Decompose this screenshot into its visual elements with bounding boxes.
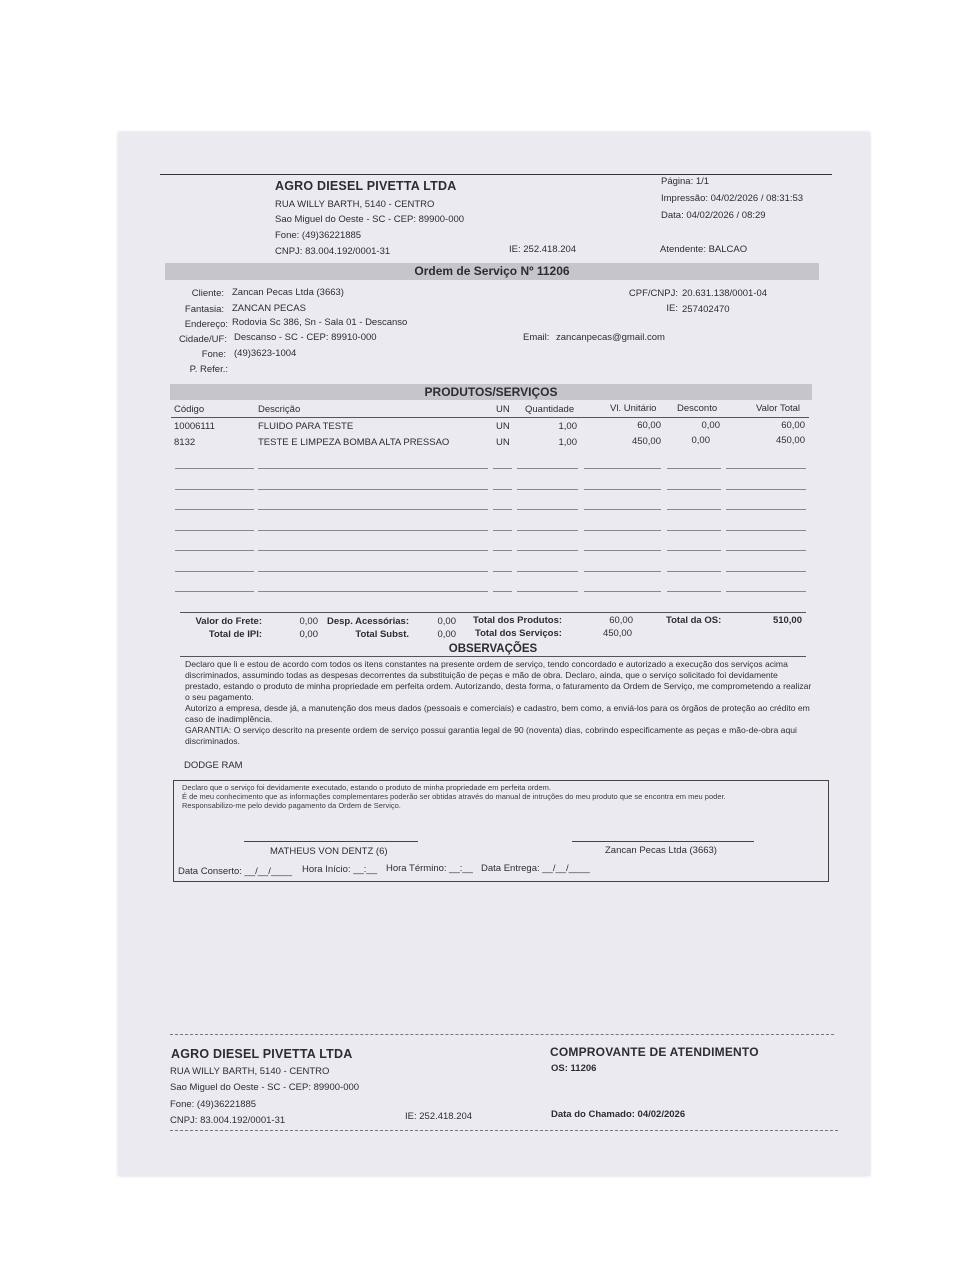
client-ie-label: IE: [666, 303, 678, 314]
blank-row-line [726, 591, 806, 592]
blank-row-line [517, 591, 578, 592]
blank-row-line [258, 550, 488, 551]
blank-row-line [517, 550, 578, 551]
blank-row-line [726, 468, 806, 469]
cpf-label: CPF/CNPJ: [628, 288, 678, 299]
products-total-value: 60,00 [609, 615, 633, 626]
blank-row-line [584, 571, 661, 572]
company-city: Sao Miguel do Oeste - SC - CEP: 89900-000 [275, 214, 465, 225]
city-label: Cidade/UF: [178, 334, 227, 345]
table-bottom-rule [180, 612, 806, 613]
receipt-ie: IE: 252.418.204 [405, 1111, 473, 1122]
row2-desc: TESTE E LIMPEZA BOMBA ALTA PRESSAO [258, 437, 450, 448]
blank-row-line [584, 530, 661, 531]
ipi-label: Total de IPI: [208, 629, 262, 640]
top-rule [160, 174, 832, 175]
products-total-label: Total dos Produtos: [473, 615, 563, 626]
blank-row-line [667, 489, 721, 490]
observations-p2: Autorizo a empresa, desde já, a manutenção dos meus dados (pessoais e comerciais) e cadastro, bem como, a enviá-los para os órgãos de proteção ao crédito em caso de inadimplência. [185, 703, 810, 724]
receipt-title: COMPROVANTE DE ATENDIMENTO [550, 1045, 759, 1059]
print-date: Impressão: 04/02/2026 / 08:31:53 [661, 193, 804, 204]
services-total-value: 450,00 [602, 628, 632, 639]
client-label: Cliente: [191, 288, 224, 299]
subst-value: 0,00 [437, 629, 456, 640]
products-title: PRODUTOS/SERVIÇOS [424, 385, 558, 399]
blank-row-line [493, 571, 512, 572]
row1-code: 10006111 [174, 421, 215, 432]
col-quantidade: Quantidade [525, 404, 575, 415]
col-codigo: Código [174, 404, 205, 415]
observations-p1: Declaro que li e estou de acordo com todos os itens constantes na presente ordem de serviço, tendo concordado e autorizado a execução dos serviços acima discriminados, assumindo todas as despesas decorrentes da substituição de peças e mão de obra. Declaro, ainda, que o serviço solicitado foi devidamente prestado, estando o produto de minha propriedade em perfeita ordem. Autorizando, desta forma, o faturamento da Ordem de Serviço, me comprometendo a realizar o seu pagamento. [185, 659, 812, 702]
repair-date-field: Data Conserto: __/__/____ [178, 866, 293, 877]
row1-unit: 60,00 [637, 420, 661, 431]
row2-qty: 1,00 [558, 437, 577, 448]
blank-row-line [493, 489, 512, 490]
row2-code: 8132 [174, 437, 196, 448]
row2-un: UN [496, 437, 510, 448]
receipt-os-number: OS: 11206 [551, 1063, 597, 1074]
signature-technician: MATHEUS VON DENTZ (6) [270, 846, 388, 857]
blank-row-line [175, 530, 254, 531]
receipt-city: Sao Miguel do Oeste - SC - CEP: 89900-000 [170, 1082, 360, 1093]
row1-total: 60,00 [781, 420, 805, 431]
signature-client: Zancan Pecas Ltda (3663) [605, 845, 717, 856]
company-name: AGRO DIESEL PIVETTA LTDA [275, 179, 457, 193]
observations-title-band [180, 641, 806, 656]
os-total-label: Total da OS: [666, 615, 722, 626]
accessories-label: Desp. Acessórias: [326, 616, 409, 627]
company-phone: Fone: (49)36221885 [275, 230, 362, 241]
freight-label: Valor do Frete: [195, 616, 262, 627]
declaration-line-1: Declaro que o serviço foi devidamente executado, estando o produto de minha propriedade em perfeita ordem. [182, 783, 551, 792]
blank-row-line [584, 489, 661, 490]
observations-title: OBSERVAÇÕES [448, 643, 538, 655]
blank-row-line [726, 571, 806, 572]
order-title-band [165, 263, 819, 280]
blank-row-line [493, 468, 512, 469]
blank-row-line [175, 509, 254, 510]
row2-unit: 450,00 [631, 436, 661, 447]
blank-row-line [726, 489, 806, 490]
blank-row-line [517, 489, 578, 490]
order-title: Ordem de Serviço Nº 11206 [414, 264, 570, 278]
city-value: Descanso - SC - CEP: 89910-000 [234, 332, 377, 343]
blank-row-line [517, 530, 578, 531]
order-date: Data: 04/02/2026 / 08:29 [661, 210, 766, 221]
observations-text [185, 659, 815, 747]
end-time-field: Hora Término: __:__ [386, 863, 473, 874]
row2-disc: 0,00 [691, 435, 710, 446]
products-title-band [170, 384, 812, 400]
table-header-rule [171, 417, 809, 418]
blank-row-line [667, 509, 721, 510]
receipt-bottom-cut [170, 1130, 838, 1131]
row1-qty: 1,00 [558, 421, 577, 432]
start-time-field: Hora Início: __:__ [302, 864, 377, 875]
cpf-value: 20.631.138/0001-04 [682, 288, 768, 299]
receipt-phone: Fone: (49)36221885 [170, 1099, 257, 1110]
row1-disc: 0,00 [701, 420, 720, 431]
address-label: Endereço: [184, 319, 228, 330]
blank-row-line [258, 530, 488, 531]
blank-row-line [667, 591, 721, 592]
delivery-date-field: Data Entrega: __/__/____ [481, 863, 590, 874]
blank-row-line [175, 489, 254, 490]
attendant: Atendente: BALCAO [660, 244, 748, 255]
blank-row-line [493, 509, 512, 510]
blank-row-line [258, 571, 488, 572]
blank-row-line [584, 509, 661, 510]
declaration-line-2: É de meu conhecimento que as informações complementares poderão ser obtidas através do manual de intruções do meu produto que se encontra em meu poder. [182, 792, 726, 801]
client-ie-value: 257402470 [682, 304, 730, 315]
blank-row-line [517, 509, 578, 510]
col-descricao: Descrição [258, 404, 301, 415]
fantasia-value: ZANCAN PECAS [232, 303, 306, 314]
blank-row-line [493, 591, 512, 592]
address-value: Rodovia Sc 386, Sn - Sala 01 - Descanso [232, 317, 408, 328]
blank-row-line [726, 509, 806, 510]
col-vl-unitario: Vl. Unitário [610, 403, 657, 414]
blank-row-line [175, 550, 254, 551]
blank-row-line [584, 468, 661, 469]
blank-row-line [258, 509, 488, 510]
blank-row-line [667, 571, 721, 572]
blank-row-line [493, 530, 512, 531]
col-valor-total: Valor Total [756, 403, 801, 414]
col-un: UN [496, 404, 510, 415]
blank-row-line [584, 550, 661, 551]
blank-row-line [517, 571, 578, 572]
observations-p3: GARANTIA: O serviço descrito na presente ordem de serviço possui garantia legal de 90 (noventa) dias, cobrindo especificamente as peças e mão-de-obra aqui discriminados. [185, 725, 797, 746]
row1-desc: FLUIDO PARA TESTE [258, 421, 354, 432]
blank-row-line [258, 468, 488, 469]
blank-row-line [175, 571, 254, 572]
phone-value: (49)3623-1004 [234, 348, 297, 359]
row2-total: 450,00 [775, 435, 805, 446]
blank-row-line [175, 591, 254, 592]
receipt-call-date: Data do Chamado: 04/02/2026 [551, 1109, 686, 1120]
blank-row-line [667, 530, 721, 531]
col-desconto: Desconto [677, 403, 718, 414]
subst-label: Total Subst. [355, 629, 409, 640]
signature-line-left [244, 841, 418, 842]
blank-row-line [493, 550, 512, 551]
blank-row-line [726, 550, 806, 551]
company-address: RUA WILLY BARTH, 5140 - CENTRO [275, 199, 435, 210]
ipi-value: 0,00 [299, 629, 318, 640]
receipt-cnpj: CNPJ: 83.004.192/0001-31 [170, 1115, 286, 1126]
fantasia-label: Fantasia: [184, 304, 224, 315]
signature-line-right [572, 841, 754, 842]
blank-row-line [667, 550, 721, 551]
company-ie: IE: 252.418.204 [509, 244, 577, 255]
blank-row-line [584, 591, 661, 592]
os-total-value: 510,00 [772, 615, 802, 626]
freight-value: 0,00 [299, 616, 318, 627]
blank-row-line [726, 530, 806, 531]
company-cnpj: CNPJ: 83.004.192/0001-31 [275, 246, 391, 257]
receipt-top-cut [170, 1034, 834, 1035]
blank-row-line [258, 489, 488, 490]
email-value: zancanpecas@gmail.com [556, 332, 665, 343]
blank-row-line [258, 591, 488, 592]
email-label: Email: [523, 332, 550, 343]
accessories-value: 0,00 [437, 616, 456, 627]
blank-row-line [667, 468, 721, 469]
client-name: Zancan Pecas Ltda (3663) [232, 287, 344, 298]
vehicle-model: DODGE RAM [184, 760, 243, 771]
observations-rule [180, 656, 806, 657]
receipt-address: RUA WILLY BARTH, 5140 - CENTRO [170, 1066, 330, 1077]
blank-row-line [175, 468, 254, 469]
receipt-company-name: AGRO DIESEL PIVETTA LTDA [171, 1047, 353, 1061]
blank-row-line [517, 468, 578, 469]
reference-label: P. Refer.: [189, 364, 228, 375]
phone-label: Fone: [201, 349, 226, 360]
declaration-line-3: Responsabilizo-me pelo devido pagamento da Ordem de Serviço. [182, 801, 401, 810]
row1-un: UN [496, 421, 510, 432]
services-total-label: Total dos Serviços: [475, 628, 562, 639]
page-number: Página: 1/1 [661, 176, 710, 187]
